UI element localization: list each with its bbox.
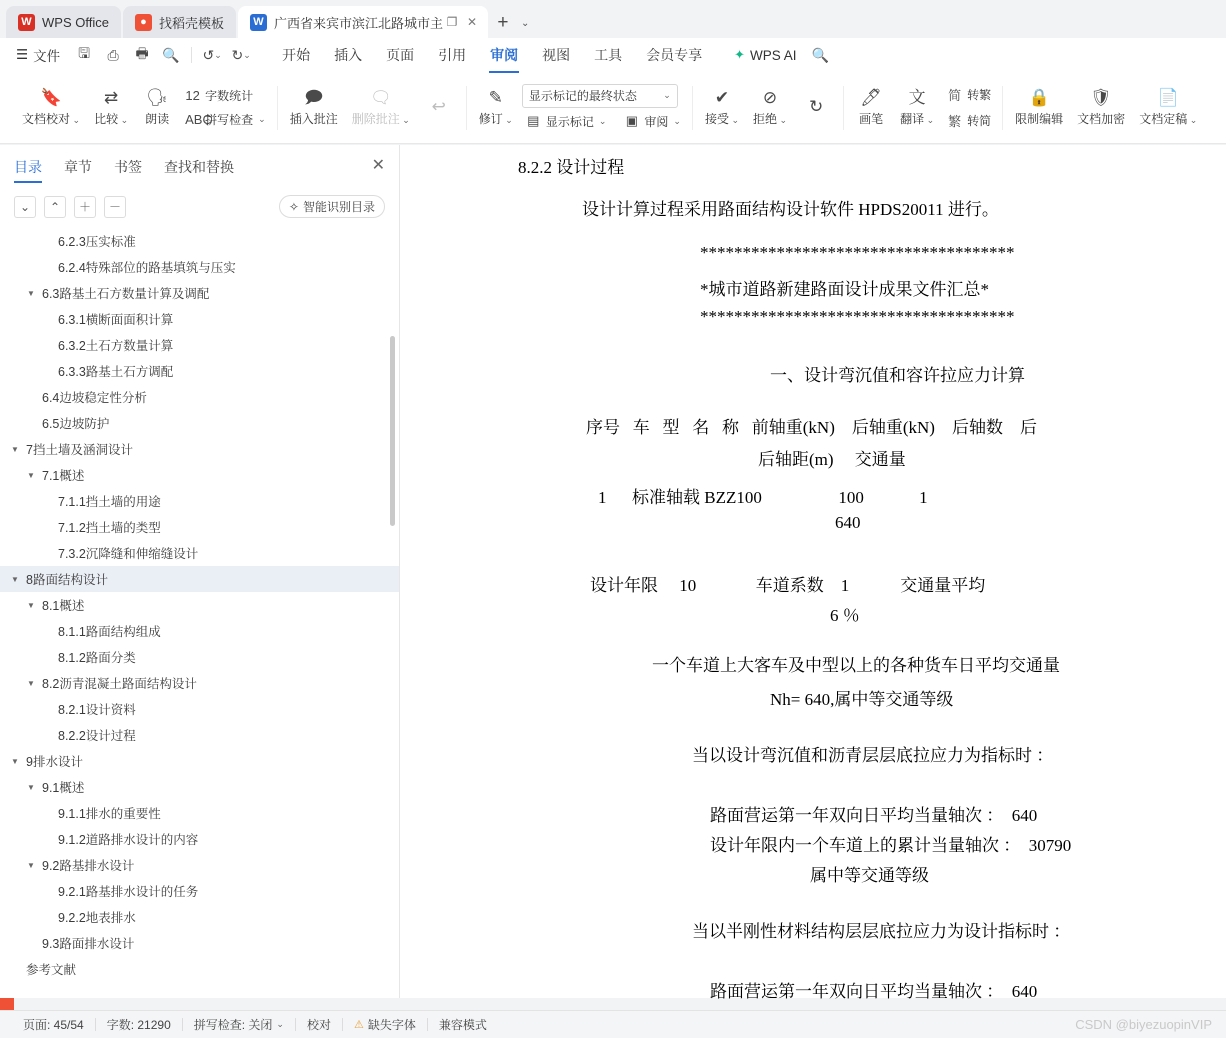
search-icon[interactable]: 🔍 bbox=[811, 46, 830, 63]
compare-button[interactable]: ⇄ 比较 ⌄ bbox=[94, 88, 129, 126]
toc-item[interactable] bbox=[0, 514, 399, 540]
wps-logo-icon: W bbox=[18, 14, 35, 31]
expand-all-icon[interactable]: ＋ bbox=[74, 196, 96, 218]
toc-item-label: 8.2.1设计资料 bbox=[58, 703, 136, 717]
document-line: 一、设计弯沉值和容许拉应力计算 bbox=[770, 366, 1025, 385]
toc-item-label: 9.1.1排水的重要性 bbox=[58, 807, 161, 821]
toc-item[interactable] bbox=[0, 722, 399, 748]
toc-item[interactable] bbox=[0, 826, 399, 852]
toc-item-label: 8.2沥青混凝土路面结构设计 bbox=[42, 677, 197, 691]
toc-item[interactable] bbox=[0, 878, 399, 904]
translate-button[interactable]: 文 翻译 ⌄ bbox=[900, 88, 935, 126]
toc-item-label: 7.3.2沉降缝和伸缩缝设计 bbox=[58, 547, 199, 561]
divider bbox=[191, 47, 192, 63]
markup-display-value: 显示标记的最终状态 bbox=[528, 89, 637, 103]
toc-item[interactable] bbox=[0, 410, 399, 436]
document-text-body[interactable] bbox=[400, 151, 1226, 1001]
hamburger-icon: ☰ bbox=[16, 47, 29, 62]
button-label: 转繁 bbox=[967, 88, 992, 102]
sparkle-icon: ✦ bbox=[734, 47, 746, 62]
toc-item[interactable] bbox=[0, 254, 399, 280]
toc-item-label: 8.2.2设计过程 bbox=[58, 729, 136, 743]
toc-item-label: 6.3路基土石方数量计算及调配 bbox=[42, 287, 210, 301]
word-doc-icon: W bbox=[250, 14, 267, 31]
encrypt-document-button[interactable] bbox=[1072, 86, 1130, 129]
toc-item[interactable] bbox=[0, 436, 399, 462]
chevron-down-icon[interactable]: ▼ bbox=[27, 288, 35, 298]
toc-item[interactable] bbox=[0, 540, 399, 566]
watermark-text: CSDN @biyezuopinVIP bbox=[1075, 1017, 1212, 1032]
proofing-small-buttons bbox=[181, 85, 270, 130]
search-doc-icon[interactable]: 🔍 bbox=[162, 46, 180, 63]
document-canvas[interactable] bbox=[400, 145, 1226, 1001]
toc-item[interactable] bbox=[0, 670, 399, 696]
toc-item-label: 7.1.1挡土墙的用途 bbox=[58, 495, 161, 509]
read-aloud-button[interactable] bbox=[137, 86, 177, 129]
chinese-conversion-buttons bbox=[943, 83, 995, 132]
chevron-down-icon[interactable]: ⌄ bbox=[14, 196, 36, 218]
navigation-pane bbox=[0, 145, 400, 998]
toc-item-label: 9.1.2道路排水设计的内容 bbox=[58, 833, 199, 847]
toc-item-label: 8.1.1路面结构组成 bbox=[58, 625, 161, 639]
nav-tab-find-replace[interactable]: 查找和替换 bbox=[164, 159, 234, 175]
toc-item[interactable] bbox=[0, 644, 399, 670]
toc-item-label: 6.3.2土石方数量计算 bbox=[58, 339, 174, 353]
accept-button[interactable]: ✔ 接受 ⌄ bbox=[704, 88, 740, 126]
button-label: 文档定稿 bbox=[1139, 112, 1188, 126]
pen-button[interactable] bbox=[851, 86, 891, 129]
toc-item-label: 9.2.2地表排水 bbox=[58, 911, 136, 925]
document-line: ************************************* bbox=[700, 243, 1015, 262]
track-changes-button[interactable]: ✎ 修订 ⌄ bbox=[478, 88, 513, 126]
chevron-down-icon[interactable]: ▼ bbox=[27, 470, 35, 480]
toc-item-label: 6.4边坡稳定性分析 bbox=[42, 391, 147, 405]
document-page[interactable] bbox=[400, 145, 1226, 1001]
redo-icon[interactable]: ↻ ⌄ bbox=[231, 46, 251, 63]
close-icon[interactable]: ✕ bbox=[466, 15, 477, 29]
button-label: 画笔 bbox=[859, 112, 884, 126]
tab-template-store[interactable] bbox=[123, 6, 236, 38]
translate-icon: 文 bbox=[908, 88, 926, 107]
toc-item-label: 9.3路面排水设计 bbox=[42, 937, 135, 951]
toc-item-label: 9.1概述 bbox=[42, 781, 85, 795]
button-label: 接受 bbox=[704, 112, 729, 126]
toc-item-label: 7.1概述 bbox=[42, 469, 85, 483]
button-label: 限制编辑 bbox=[1015, 112, 1064, 126]
navigation-tabs bbox=[0, 145, 399, 191]
chevron-down-icon[interactable]: ▼ bbox=[27, 600, 35, 610]
toc-item[interactable] bbox=[0, 462, 399, 488]
document-line: 设计年限 10 车道系数 1 交通量平均 bbox=[590, 576, 986, 595]
tab-start[interactable]: 开始 bbox=[282, 47, 311, 63]
next-change-button[interactable] bbox=[796, 95, 836, 121]
spellcheck-label: 拼写检查: 关闭 bbox=[193, 1018, 273, 1032]
sparkle-icon: ✧ bbox=[288, 199, 299, 214]
nav-tab-toc[interactable]: 目录 bbox=[14, 157, 42, 183]
navigation-toolbar bbox=[0, 191, 399, 226]
previous-comment-button[interactable] bbox=[419, 95, 459, 121]
proofread-indicator[interactable]: 校对 bbox=[306, 1018, 331, 1032]
tab-current-document[interactable] bbox=[238, 6, 488, 38]
button-label: 拼写检查 bbox=[205, 113, 254, 127]
show-markup-button[interactable]: ▤ 显示标记 ⌄ bbox=[527, 113, 607, 129]
toc-item-label: 7.1.2挡土墙的类型 bbox=[58, 521, 161, 535]
speaker-icon: 🗣 bbox=[146, 88, 168, 107]
chevron-down-icon[interactable]: ▼ bbox=[27, 782, 35, 792]
toc-item-label: 8路面结构设计 bbox=[26, 573, 108, 587]
compare-icon: ⇄ bbox=[103, 88, 119, 107]
review-pane-button[interactable]: ▣ 审阅 ⌄ bbox=[625, 113, 681, 129]
tab-tools[interactable]: 工具 bbox=[594, 47, 623, 63]
toc-item-label: 8.1概述 bbox=[42, 599, 85, 613]
toc-item-label: 9.2路基排水设计 bbox=[42, 859, 135, 873]
missing-font-label: 缺失字体 bbox=[367, 1018, 416, 1032]
button-label: 显示标记 bbox=[545, 114, 594, 129]
document-line: Nh= 640,属中等交通等级 bbox=[770, 690, 954, 709]
document-line: 6 ％ bbox=[830, 606, 860, 625]
to-traditional-button[interactable] bbox=[943, 83, 995, 106]
reject-cross-icon: ⊘ bbox=[762, 88, 778, 107]
document-line: 8.2.2 设计过程 bbox=[518, 158, 625, 177]
toc-item[interactable] bbox=[0, 332, 399, 358]
chevron-down-icon[interactable]: ▼ bbox=[11, 444, 19, 454]
document-line: 1 标准轴载 BZZ100 100 1 bbox=[598, 488, 928, 507]
compatibility-mode-indicator: 兼容模式 bbox=[438, 1018, 487, 1032]
tab-label: 广西省来宾市滨江北路城市主 bbox=[273, 15, 443, 31]
document-line: 640 bbox=[835, 513, 861, 532]
toc-item-label: 9.2.1路基排水设计的任务 bbox=[58, 885, 199, 899]
to-simplified-button[interactable] bbox=[943, 109, 995, 132]
toc-item[interactable] bbox=[0, 618, 399, 644]
document-icon: 📄 bbox=[1157, 88, 1179, 107]
work-area bbox=[0, 145, 1226, 1001]
document-proofread-button[interactable]: 🔖 文档校对 ⌄ bbox=[22, 88, 81, 126]
ribbon-group-proofing bbox=[10, 75, 277, 141]
tab-actions bbox=[445, 15, 479, 29]
toc-scrollbar[interactable] bbox=[390, 336, 395, 526]
tab-insert[interactable]: 插入 bbox=[334, 47, 363, 63]
next-revision-icon: ↻ bbox=[808, 96, 824, 116]
toc-item-label: 6.2.4特殊部位的路基填筑与压实 bbox=[58, 261, 236, 275]
chevron-down-icon[interactable]: ▼ bbox=[27, 678, 35, 688]
word-count-icon: 12 bbox=[185, 88, 200, 103]
toc-item-label: 9排水设计 bbox=[26, 755, 83, 769]
toc-item[interactable] bbox=[0, 696, 399, 722]
revision-display-controls bbox=[522, 84, 685, 132]
toc-item[interactable] bbox=[0, 306, 399, 332]
file-menu-label: 文件 bbox=[33, 49, 61, 64]
toc-item-label: 6.3.1横断面面积计算 bbox=[58, 313, 174, 327]
proofread-icon: 🔖 bbox=[40, 88, 62, 107]
tab-review[interactable]: 审阅 bbox=[479, 41, 529, 69]
document-line: 设计计算过程采用路面结构设计软件 HPDS20011 进行。 bbox=[582, 200, 999, 219]
toc-item-label: 7挡土墙及涵洞设计 bbox=[26, 443, 133, 457]
ribbon-group-revisions bbox=[467, 75, 692, 141]
spell-check-button[interactable]: ABC 拼写检查 ⌄ bbox=[185, 112, 266, 127]
ribbon-group-comments bbox=[278, 75, 466, 141]
document-line: 路面营运第一年双向日平均当量轴次 ： 640 bbox=[710, 806, 1038, 825]
document-line: *城市道路新建路面设计成果文件汇总* bbox=[700, 280, 989, 299]
button-label: 修订 bbox=[478, 112, 503, 126]
missing-font-indicator[interactable] bbox=[343, 1016, 427, 1033]
ribbon-group-accept-reject bbox=[693, 75, 843, 141]
tab-view[interactable]: 视图 bbox=[542, 47, 571, 63]
spellcheck-indicator[interactable] bbox=[183, 1016, 295, 1033]
document-line: 当以半刚性材料结构层层底拉应力为设计指标时 ： bbox=[692, 922, 1071, 941]
toc-item[interactable] bbox=[0, 904, 399, 930]
warning-icon: ⚠ bbox=[353, 1019, 364, 1031]
tab-list-chevron-down-icon[interactable]: ⌄ bbox=[520, 17, 530, 29]
ribbon-group-pen-translate bbox=[844, 75, 1002, 141]
button-label: 文档校对 bbox=[22, 112, 71, 126]
button-label: 转简 bbox=[967, 114, 992, 128]
word-count-button[interactable] bbox=[181, 85, 270, 106]
toc-item[interactable] bbox=[0, 358, 399, 384]
toc-item-label: 6.3.3路基土石方调配 bbox=[58, 365, 174, 379]
file-menu-button[interactable] bbox=[8, 42, 68, 68]
ribbon-tabs bbox=[271, 41, 713, 69]
print-icon[interactable]: ⎙ bbox=[107, 46, 119, 63]
markup-icon: ▤ bbox=[527, 113, 540, 128]
accent-bar bbox=[0, 998, 14, 1010]
tab-page[interactable]: 页面 bbox=[386, 47, 415, 63]
toc-item[interactable] bbox=[0, 228, 399, 254]
template-icon: ● bbox=[135, 14, 152, 31]
tab-wps-office[interactable] bbox=[6, 6, 121, 38]
button-label: 插入批注 bbox=[289, 112, 338, 126]
document-line: 路面营运第一年双向日平均当量轴次 ： 640 bbox=[710, 982, 1038, 1001]
tab-label: WPS Office bbox=[42, 14, 109, 30]
button-label: 文档加密 bbox=[1077, 112, 1126, 126]
save-icon[interactable]: 🖫 bbox=[78, 45, 91, 61]
nav-tab-chapters[interactable]: 章节 bbox=[64, 159, 92, 175]
wps-ai-button[interactable] bbox=[734, 47, 796, 63]
chevron-down-icon: ⌄ bbox=[663, 90, 671, 100]
accept-check-icon: ✔ bbox=[714, 88, 730, 107]
document-line: 当以设计弯沉值和沥青层层底拉应力为指标时 ： bbox=[692, 746, 1054, 765]
restrict-editing-button[interactable] bbox=[1010, 86, 1068, 129]
toc-item-label: 8.1.2路面分类 bbox=[58, 651, 136, 665]
button-label: 字数统计 bbox=[205, 89, 254, 103]
smart-toc-button[interactable] bbox=[279, 195, 385, 218]
toc-item[interactable] bbox=[0, 956, 399, 982]
toc-item[interactable] bbox=[0, 800, 399, 826]
ribbon-toolbar bbox=[0, 72, 1226, 144]
pencil-icon: ✎ bbox=[488, 88, 503, 107]
toc-item[interactable] bbox=[0, 488, 399, 514]
toc-item[interactable] bbox=[0, 852, 399, 878]
status-bar bbox=[0, 1010, 1226, 1038]
insert-comment-button[interactable] bbox=[285, 86, 343, 129]
chevron-down-icon[interactable]: ▼ bbox=[11, 756, 19, 766]
word-count-indicator[interactable]: 字数: 21290 bbox=[106, 1018, 171, 1032]
toc-item[interactable] bbox=[0, 592, 399, 618]
comment-delete-icon: 🗨 bbox=[369, 88, 392, 107]
toc-item[interactable] bbox=[0, 566, 399, 592]
document-line: ************************************* bbox=[700, 307, 1015, 326]
tab-reference[interactable]: 引用 bbox=[438, 47, 467, 63]
button-label: 翻译 bbox=[900, 112, 925, 126]
document-line: 后轴距(m) 交通量 bbox=[758, 450, 906, 469]
lock-icon: 🔒 bbox=[1028, 88, 1050, 107]
toc-item[interactable] bbox=[0, 748, 399, 774]
toc-item[interactable] bbox=[0, 384, 399, 410]
toc-item[interactable] bbox=[0, 930, 399, 956]
nav-tab-bookmarks[interactable]: 书签 bbox=[114, 159, 142, 175]
tab-member[interactable]: 会员专享 bbox=[646, 47, 703, 63]
markup-display-select[interactable] bbox=[522, 84, 678, 108]
tab-label: 找稻壳模板 bbox=[158, 15, 224, 31]
button-label: 拒绝 bbox=[753, 112, 778, 126]
document-line: 序号 车 型 名 称 前轴重(kN) 后轴重(kN) 后轴数 后 bbox=[586, 418, 1037, 437]
chevron-down-icon[interactable]: ▼ bbox=[27, 860, 35, 870]
print-preview-icon[interactable]: 🖶 bbox=[135, 45, 149, 61]
restore-icon[interactable]: ❐ bbox=[446, 15, 458, 29]
toc-item[interactable] bbox=[0, 280, 399, 306]
close-icon[interactable]: ✕ bbox=[371, 157, 385, 174]
smart-toc-label: 智能识别目录 bbox=[302, 200, 375, 214]
chevron-down-icon[interactable]: ▼ bbox=[11, 574, 19, 584]
chevron-up-icon[interactable]: ⌃ bbox=[44, 196, 66, 218]
new-tab-button[interactable]: + bbox=[497, 12, 509, 33]
spellcheck-icon: ABC bbox=[185, 112, 212, 127]
chevron-down-icon: ⌄ bbox=[276, 1019, 284, 1029]
toc-item-label: 6.2.3压实标准 bbox=[58, 235, 136, 249]
ribbon-group-protection bbox=[1003, 75, 1209, 141]
pen-icon: 🖊 bbox=[860, 88, 882, 107]
reject-button[interactable]: ⊘ 拒绝 ⌄ bbox=[753, 88, 788, 126]
menu-bar bbox=[0, 38, 1226, 72]
encrypt-icon: 🛡 bbox=[1090, 88, 1112, 107]
document-line: 属中等交通等级 bbox=[810, 866, 929, 885]
comment-add-icon: 🗩 bbox=[304, 88, 324, 107]
page-indicator[interactable]: 页面: 45/54 bbox=[23, 1018, 84, 1032]
button-label: 朗读 bbox=[145, 112, 170, 126]
button-label: 审阅 bbox=[644, 114, 669, 129]
finalize-document-button[interactable]: 📄 文档定稿 ⌄ bbox=[1139, 88, 1198, 126]
review-pane-icon: ▣ bbox=[625, 113, 639, 128]
comment-reply-icon: ↩ bbox=[431, 96, 446, 116]
toc-item[interactable] bbox=[0, 774, 399, 800]
toc-item-label: 参考文献 bbox=[26, 963, 77, 977]
wps-ai-label: WPS AI bbox=[750, 47, 797, 63]
delete-comment-button[interactable]: 🗨 删除批注 ⌄ bbox=[351, 88, 410, 126]
button-label: 删除批注 bbox=[351, 112, 400, 126]
toc-list[interactable] bbox=[0, 226, 399, 998]
button-label: 比较 bbox=[94, 112, 119, 126]
collapse-all-icon[interactable]: － bbox=[104, 196, 126, 218]
undo-icon[interactable]: ↺ ⌄ bbox=[202, 46, 222, 63]
toc-item-label: 6.5边坡防护 bbox=[42, 417, 110, 431]
document-line: 一个车道上大客车及中型以上的各种货车日平均交通量 bbox=[652, 656, 1060, 675]
traditional-char-icon: 繁 bbox=[948, 114, 962, 129]
simplified-char-icon: 简 bbox=[948, 88, 962, 103]
browser-tab-bar bbox=[0, 0, 1226, 38]
document-line: 设计年限内一个车道上的累计当量轴次 ： 30790 bbox=[710, 836, 1072, 855]
